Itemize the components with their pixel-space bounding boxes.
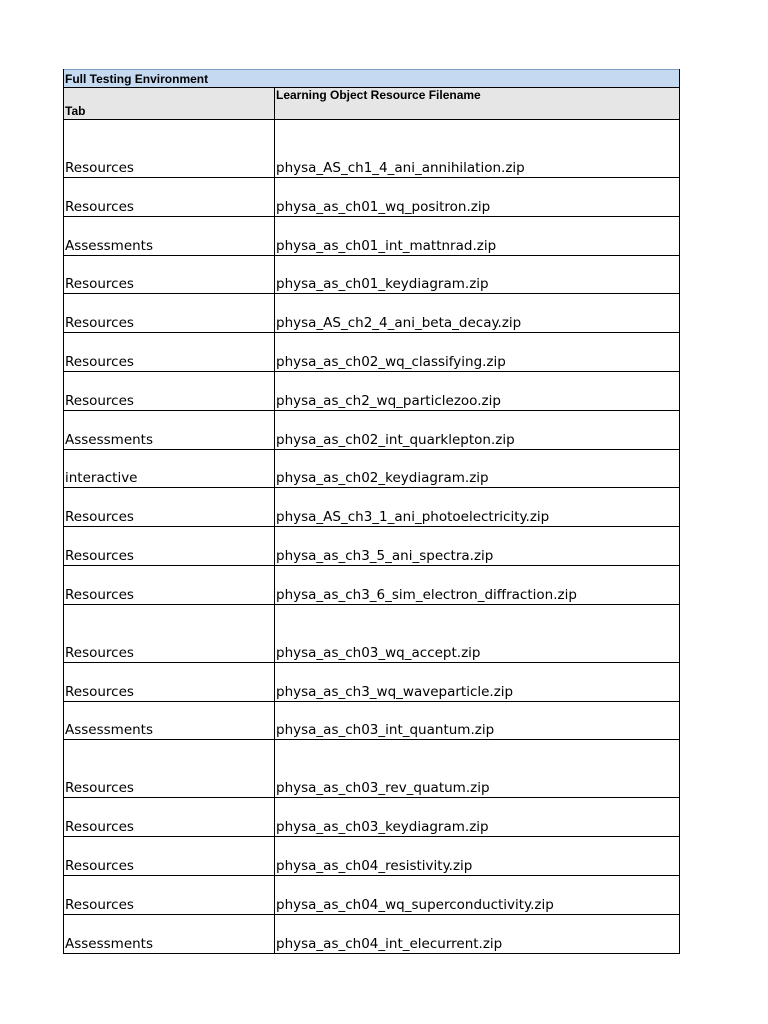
table-row [64, 566, 679, 605]
header-row [64, 88, 679, 120]
header-filename [275, 88, 679, 119]
filename-cell: physa_as_ch01_int_mattnrad.zip [276, 237, 497, 254]
table-row [64, 333, 679, 372]
filename-cell: physa_as_ch3_wq_waveparticle.zip [276, 683, 514, 700]
table-row [64, 488, 679, 527]
tab-cell: Resources [65, 353, 134, 370]
filename-cell: physa_AS_ch3_1_ani_photoelectricity.zip [276, 509, 550, 526]
table-row [64, 217, 679, 256]
table-row [64, 450, 679, 489]
table-row [64, 294, 679, 333]
filename-cell: physa_as_ch03_wq_accept.zip [276, 644, 481, 661]
tab-cell: Resources [65, 276, 134, 293]
table-row [64, 915, 679, 954]
filename-cell: physa_as_ch01_wq_positron.zip [276, 198, 491, 215]
header-tab-label: Tab [65, 104, 86, 118]
table-row [64, 527, 679, 566]
tab-cell: Resources [65, 857, 134, 874]
table-row [64, 605, 679, 663]
filename-cell: physa_as_ch02_wq_classifying.zip [276, 353, 506, 370]
tab-cell: Assessments [65, 722, 154, 739]
table-row [64, 740, 679, 798]
filename-cell: physa_as_ch3_6_sim_electron_diffraction.zip [276, 586, 577, 603]
header-filename-label: Learning Object Resource Filename [276, 88, 481, 102]
tab-cell: Resources [65, 198, 134, 215]
filename-cell: physa_as_ch03_keydiagram.zip [276, 819, 489, 836]
filename-cell: physa_as_ch02_int_quarklepton.zip [276, 431, 515, 448]
tab-cell: Assessments [65, 237, 154, 254]
filename-cell: physa_as_ch01_keydiagram.zip [276, 276, 489, 293]
header-tab [64, 88, 275, 119]
tab-cell: Resources [65, 160, 134, 176]
table-row [64, 702, 679, 741]
tab-cell: Assessments [65, 431, 154, 448]
table-row [64, 798, 679, 837]
tab-cell: Resources [65, 896, 134, 913]
table-row [64, 120, 679, 178]
tab-cell: Resources [65, 780, 134, 797]
tab-cell: Resources [65, 586, 134, 603]
spreadsheet-table [63, 69, 680, 954]
filename-cell: physa_as_ch03_rev_quatum.zip [276, 780, 490, 797]
tab-cell: Resources [65, 644, 134, 661]
table-row [64, 876, 679, 915]
filename-cell: physa_as_ch04_wq_superconductivity.zip [276, 896, 554, 913]
filename-cell: physa_as_ch04_resistivity.zip [276, 857, 473, 874]
table-row [64, 837, 679, 876]
tab-cell: Resources [65, 683, 134, 700]
table-row [64, 256, 679, 295]
tab-cell: interactive [65, 470, 138, 487]
tab-cell: Resources [65, 547, 134, 564]
table-title: Full Testing Environment [64, 69, 679, 88]
table-row [64, 411, 679, 450]
table-row [64, 663, 679, 702]
filename-cell: physa_as_ch3_5_ani_spectra.zip [276, 547, 494, 564]
tab-cell: Resources [65, 509, 134, 526]
filename-cell: physa_AS_ch1_4_ani_annihilation.zip [276, 160, 525, 176]
filename-cell: physa_as_ch04_int_elecurrent.zip [276, 935, 503, 952]
tab-cell: Resources [65, 819, 134, 836]
table-row [64, 178, 679, 217]
filename-cell: physa_as_ch2_wq_particlezoo.zip [276, 392, 501, 409]
tab-cell: Resources [65, 392, 134, 409]
filename-cell: physa_as_ch02_keydiagram.zip [276, 470, 489, 487]
filename-cell: physa_as_ch03_int_quantum.zip [276, 722, 495, 739]
tab-cell: Assessments [65, 935, 154, 952]
filename-cell: physa_AS_ch2_4_ani_beta_decay.zip [276, 315, 522, 332]
table-row [64, 372, 679, 411]
tab-cell: Resources [65, 315, 134, 332]
